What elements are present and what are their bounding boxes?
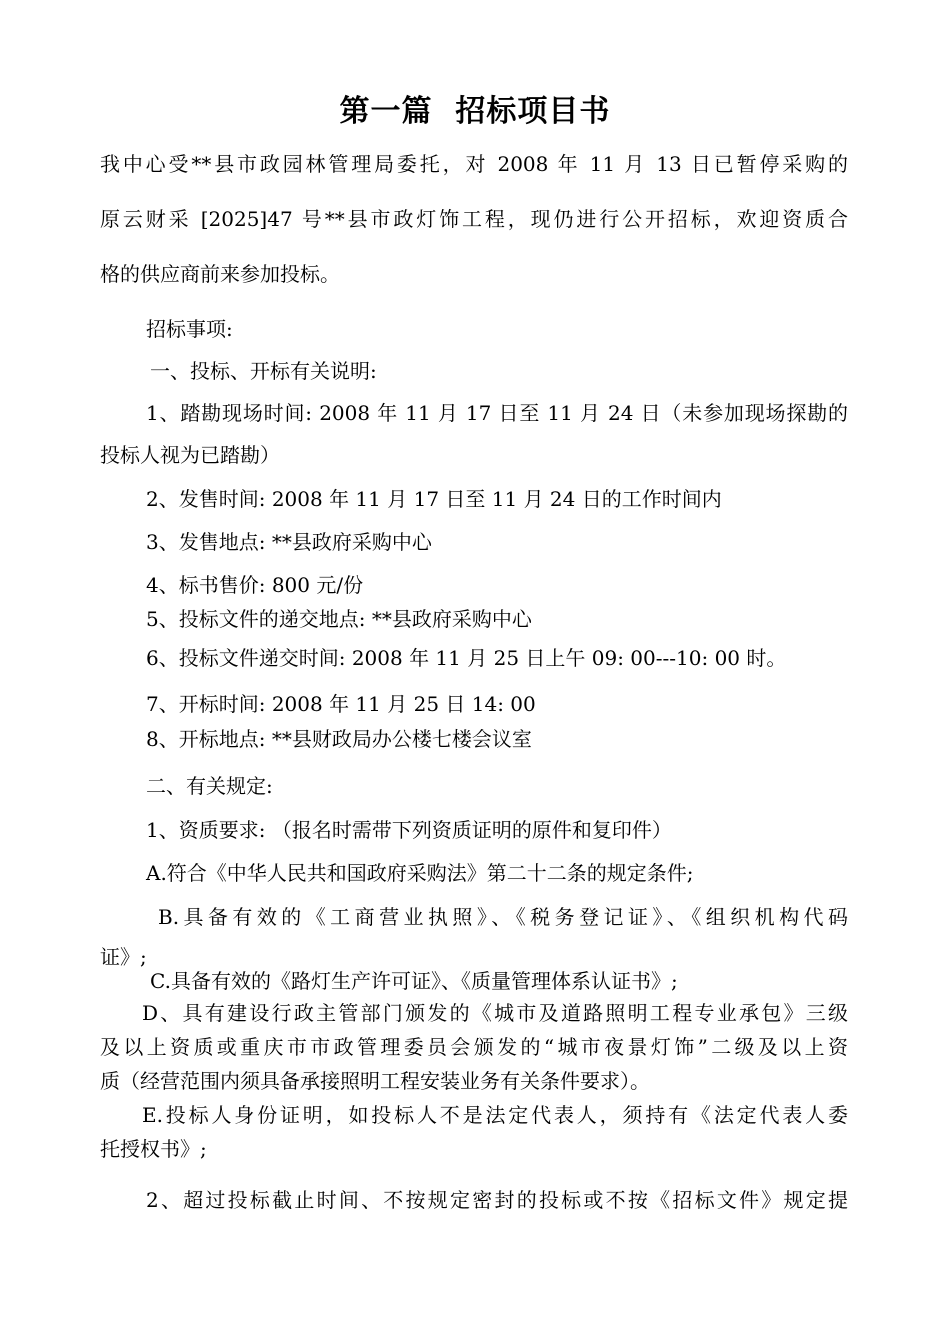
section-intro: 招标事项: bbox=[146, 317, 233, 341]
part1-item1-line1: 1、踏勘现场时间: 2008 年 11 月 17 日至 11 月 24 日（未参加现场探勘的 bbox=[146, 401, 848, 425]
part2-req-heading: 1、资质要求: （报名时需带下列资质证明的原件和复印件） bbox=[146, 818, 672, 842]
part2-req-c: C.具备有效的《路灯生产许可证》、《质量管理体系认证书》; bbox=[150, 969, 678, 993]
part1-heading: 一、投标、开标有关说明: bbox=[150, 359, 377, 383]
part1-item2: 2、发售时间: 2008 年 11 月 17 日至 11 月 24 日的工作时间内 bbox=[146, 487, 722, 511]
page-title: 第一篇 招标项目书 bbox=[339, 94, 611, 129]
part1-item4: 4、标书售价: 800 元/份 bbox=[146, 573, 364, 597]
part1-item3: 3、发售地点: **县政府采购中心 bbox=[146, 530, 432, 554]
part2-req-d-line1: D、具有建设行政主管部门颁发的《城市及道路照明工程专业承包》三级 bbox=[142, 1001, 848, 1025]
part2-req-b-line1: B.具备有效的《工商营业执照》、《税务登记证》、《组织机构代码 bbox=[158, 905, 848, 929]
part1-item1-line2: 投标人视为已踏勘） bbox=[100, 443, 280, 467]
part1-item6: 6、投标文件递交时间: 2008 年 11 月 25 日上午 09: 00---10: 00 时。 bbox=[146, 646, 787, 670]
part2-req-e-line1: E.投标人身份证明，如投标人不是法定代表人，须持有《法定代表人委 bbox=[142, 1103, 848, 1127]
part2-req-b-line2: 证》; bbox=[100, 945, 147, 969]
intro-line-2: 原云财采 [2025]47 号**县市政灯饰工程，现仍进行公开招标，欢迎资质合 bbox=[100, 207, 848, 231]
part2-heading: 二、有关规定: bbox=[146, 774, 273, 798]
part2-item2-line1: 2、超过投标截止时间、不按规定密封的投标或不按《招标文件》规定提 bbox=[146, 1188, 848, 1212]
part2-req-e-line2: 托授权书》; bbox=[100, 1137, 207, 1161]
part2-req-d-line2: 及以上资质或重庆市市政管理委员会颁发的“城市夜景灯饰”二级及以上资 bbox=[100, 1035, 848, 1059]
part2-req-d-line3: 质（经营范围内须具备承接照明工程安装业务有关条件要求）。 bbox=[100, 1069, 650, 1093]
part2-req-a: A.符合《中华人民共和国政府采购法》第二十二条的规定条件; bbox=[146, 861, 694, 885]
part1-item7: 7、开标时间: 2008 年 11 月 25 日 14: 00 bbox=[146, 692, 536, 716]
intro-line-3: 格的供应商前来参加投标。 bbox=[100, 262, 340, 286]
intro-line-1: 我中心受**县市政园林管理局委托，对 2008 年 11 月 13 日已暂停采购的 bbox=[100, 152, 848, 176]
part1-item5: 5、投标文件的递交地点: **县政府采购中心 bbox=[146, 607, 532, 631]
part1-item8: 8、开标地点: **县财政局办公楼七楼会议室 bbox=[146, 727, 532, 751]
